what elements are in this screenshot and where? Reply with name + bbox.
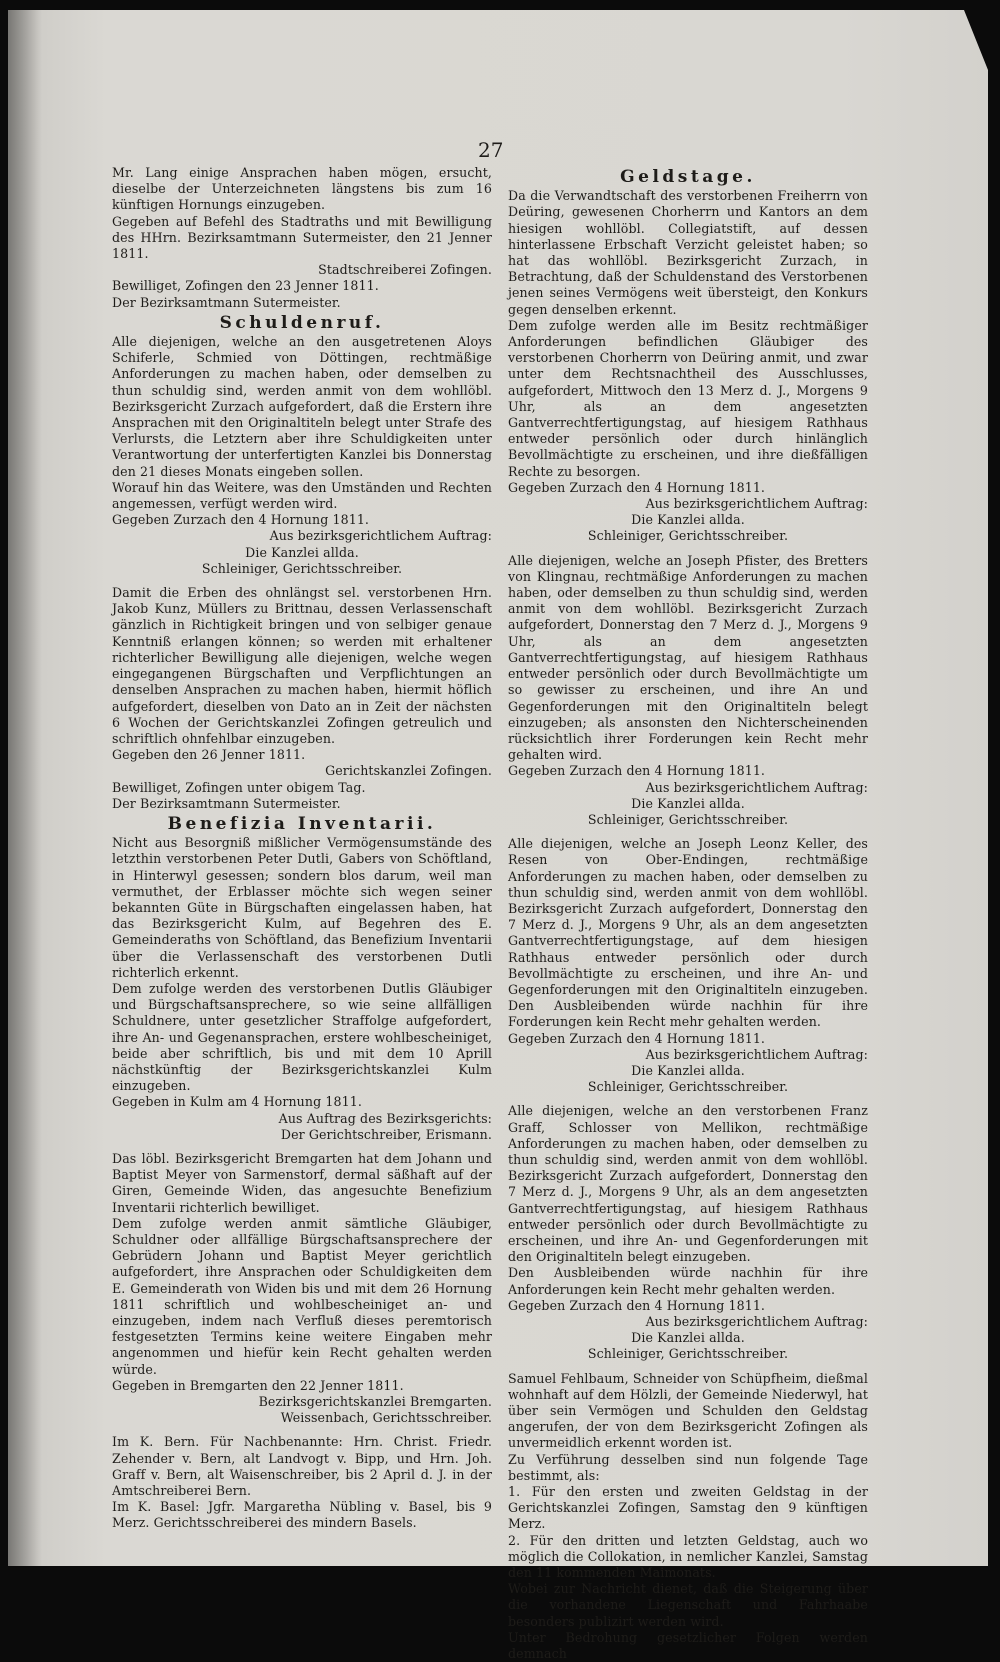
- notice-paragraph: Zu Verführung desselben sind nun folgende Tage bestimmt, als:: [508, 1451, 868, 1483]
- notice-approval: Der Bezirksamtmann Sutermeister.: [112, 294, 341, 310]
- notice-signature: Aus bezirksgerichtlichem Auftrag:: [269, 528, 492, 544]
- notice-signature: Stadtschreiberei Zofingen.: [318, 262, 492, 278]
- notice-date: Gegeben in Bremgarten den 22 Jenner 1811.: [112, 1377, 404, 1393]
- notice-paragraph: Dem zufolge werden des verstorbenen Dutlis Gläubiger und Bürgschaftsansprechere, so wie seine allfälligen Schuldnere, unter gesetzlicher Straffolge aufgefordert, ihre An- und Gegenansprachen, erstere wohlbescheiniget, beide aber schriftlich, bis und mit dem 10 Aprill nächstkünftig der Bezirksgerichtskanzlei Kulm einzugeben.: [112, 980, 492, 1094]
- notice-signature: Schleiniger, Gerichtsschreiber.: [587, 1079, 789, 1095]
- right-column: [508, 165, 868, 1662]
- notice-signature: Bezirksgerichtskanzlei Bremgarten.: [258, 1394, 492, 1410]
- notice-date: Gegeben Zurzach den 4 Hornung 1811.: [508, 1030, 766, 1046]
- notice-signature: Aus bezirksgerichtlichem Auftrag:: [645, 1314, 868, 1330]
- notice-signature: Aus bezirksgerichtlichem Auftrag:: [645, 1046, 868, 1062]
- list-item: 2. Für den dritten und letzten Geldstag, auch wo möglich die Collokation, in nemlicher Kanzlei, Samstag den 11 kommenden Maimonats.: [508, 1532, 868, 1581]
- notice-approval: Bewilliget, Zofingen unter obigem Tag.: [112, 779, 366, 795]
- notice-signature: Die Kanzlei allda.: [631, 1062, 745, 1078]
- notice-paragraph: Gegeben auf Befehl des Stadtraths und mit Bewilligung des HHrn. Bezirksamtmann Sutermeister, den 21 Jenner 1811.: [112, 213, 492, 262]
- notice-paragraph: Alle diejenigen, welche an den verstorbenen Franz Graff, Schlosser von Mellikon, rechtmäßige Anforderungen zu machen haben, oder demselben zu thun schuldig sind, werden anmit von dem wohllöbl. Bezirksgericht Zurzach aufgefordert, Donnerstag den 7 Merz d. J., Morgens 9 Uhr, als an dem angesetzten Gantverrechtfertigungstag, auf hiesigem Rathhaus entweder persönlich oder durch Bevollmächtigte zu erscheinen, und ihre An- und Gegenforderungen mit den Originaltiteln belegt einzugeben.: [508, 1103, 868, 1265]
- list-item: 1. Für den ersten und zweiten Geldstag in der Gerichtskanzlei Zofingen, Samstag den 9 künftigen Merz.: [508, 1484, 868, 1532]
- notice-signature: Der Gerichtschreiber, Erismann.: [280, 1126, 492, 1142]
- notice-paragraph: Dem zufolge werden alle im Besitz rechtmäßiger Anforderungen befindlichen Gläubiger des verstorbenen Chorherrn von Deüring anmit, und zwar unter dem Rechtsnachtheil des Ausschlusses, aufgefordert, Mittwoch den 13 Merz d. J., Morgens 9 Uhr, als an dem angesetzten Gantverrechtfertigungstag, auf hiesigem Rathhaus entweder persönlich oder durch hinlänglich Bevollmächtigte zu erscheinen, und ihre dießfälligen Rechte zu besorgen.: [508, 317, 868, 479]
- notice-paragraph: Den Ausbleibenden würde nachhin für ihre Anforderungen kein Recht mehr gehalten werden.: [508, 1265, 868, 1297]
- notice-signature: Die Kanzlei allda.: [245, 544, 359, 560]
- notice-paragraph: Samuel Fehlbaum, Schneider von Schüpfheim, dießmal wohnhaft auf dem Hölzli, der Gemeinde Niederwyl, hat über sein Vermögen und Schulden den Geldstag angerufen, der von dem Bezirksgericht Zofingen als unvermeidlich erkennt worden ist.: [508, 1370, 868, 1451]
- section-heading-geldstage: Geldstage.: [620, 167, 756, 187]
- notice-signature: Aus Auftrag des Bezirksgerichts:: [278, 1110, 492, 1126]
- notice-signature: Schleiniger, Gerichtsschreiber.: [587, 811, 789, 827]
- notice-signature: Aus bezirksgerichtlichem Auftrag:: [645, 779, 868, 795]
- notice-paragraph: Alle diejenigen, welche an den ausgetretenen Aloys Schiferle, Schmied von Döttingen, rechtmäßige Anforderungen zu machen haben, oder demselben zu thun schuldig sind, werden anmit von dem wohllöbl. Bezirksgericht Zurzach aufgefordert, daß die Erstern ihre Ansprachen mit den Originaltiteln belegt unter Strafe des Verlursts, die Letztern aber ihre Schuldigkeiten unter Verantwortung der unterfertigten Kanzlei bis Donnerstag den 21 dieses Monats eingeben sollen.: [112, 334, 492, 479]
- schedule-list: [508, 1484, 868, 1581]
- notice-signature: Gerichtskanzlei Zofingen.: [325, 763, 492, 779]
- page-corner: [964, 10, 988, 70]
- notice-date: Gegeben in Kulm am 4 Hornung 1811.: [112, 1094, 362, 1110]
- newspaper-page: [8, 10, 988, 1662]
- notice-paragraph: Damit die Erben des ohnlängst sel. verstorbenen Hrn. Jakob Kunz, Müllers zu Brittnau, dessen Verlassenschaft gänzlich in Richtigkeit bringen und von selbiger genaue Kenntniß erlangen können; so werden mit erhaltener richterlicher Bewilligung alle diejenigen, welche wegen eingegangenen Bürgschaften und Verpflichtungen an denselben Ansprachen zu machen haben, hiermit höflich aufgefordert, dieselben von Dato an in Zeit der nächsten 6 Wochen der Gerichtskanzlei Zofingen getreulich und schriftlich ohnfehlbar einzugeben.: [112, 585, 492, 746]
- notice-approval: Bewilliget, Zofingen den 23 Jenner 1811.: [112, 278, 379, 294]
- binding-shadow: [8, 10, 42, 1566]
- notice-paragraph: Dem zufolge werden anmit sämtliche Gläubiger, Schuldner oder allfällige Bürgschaftsansprechere der Gebrüdern Johann und Baptist Meyer gerichtlich aufgefordert, ihre Ansprachen oder Schuldigkeiten dem E. Gemeinderath von Widen bis und mit dem 26 Hornung 1811 schriftlich und wohlbescheiniget an- und einzugeben, indem nach Verfluß dieses peremtorisch festgesetzten Termins keine weitere Eingaben mehr angenommen und hiefür kein Recht gehalten werden würde.: [112, 1215, 492, 1377]
- notice-signature: Schleiniger, Gerichtsschreiber.: [587, 528, 789, 544]
- left-column: [112, 165, 492, 1532]
- notice-approval: Der Bezirksamtmann Sutermeister.: [112, 795, 341, 811]
- notice-signature: Die Kanzlei allda.: [631, 1330, 745, 1346]
- notice-paragraph: Im K. Basel: Jgfr. Margaretha Nübling v. Basel, bis 9 Merz. Gerichtsschreiberei des mindern Basels.: [112, 1499, 492, 1531]
- notice-signature: Die Kanzlei allda.: [631, 512, 745, 528]
- section-heading-schuldenruf: Schuldenruf.: [219, 312, 385, 333]
- notice-paragraph: Im K. Bern. Für Nachbenannte: Hrn. Christ. Friedr. Zehender v. Bern, alt Landvogt v. Bipp, und Hrn. Joh. Graff v. Bern, alt Waisenschreiber, bis 2 April d. J. in der Amtschreiberei Bern.: [112, 1434, 492, 1499]
- notice-signature: Weissenbach, Gerichtsschreiber.: [280, 1410, 492, 1426]
- notice-paragraph: Da die Verwandtschaft des verstorbenen Freiherrn von Deüring, gewesenen Chorherrn und Kantors an dem hiesigen wohllöbl. Collegiatstift, auf dessen hinterlassene Erbschaft Verzicht geleistet haben; so hat das wohllöbl. Bezirksgericht Zurzach, in Betrachtung, daß der Schuldenstand des Verstorbenen jenen seines Vermögens weit übersteigt, den Konkurs gegen denselben erkennt.: [508, 188, 868, 317]
- notice-paragraph: Wobei zur Nachricht dienet, daß die Steigerung über die vorhandene Liegenschaft und Fahrhaabe besonders publizirt werden wird.: [508, 1581, 868, 1629]
- notice-date: Gegeben den 26 Jenner 1811.: [112, 747, 306, 763]
- notice-paragraph: Alle diejenigen, welche an Joseph Leonz Keller, des Resen von Ober-Endingen, rechtmäßige Anforderungen zu machen haben, oder demselben zu thun schuldig sind, werden anmit von dem wohllöbl. Bezirksgericht Zurzach aufgefordert, Donnerstag den 7 Merz d. J., Morgens 9 Uhr, als an dem angesetzten Gantverrechtfertigungstage, auf dem hiesigen Rathhaus entweder persönlich oder durch Bevollmächtigte zu erscheinen, und ihre An- und Gegenforderungen mit den Originaltiteln einzugeben. Den Ausbleibenden würde nachhin für ihre Forderungen kein Recht mehr gehalten werden.: [508, 836, 868, 1030]
- notice-paragraph: Alle diejenigen, welche an Joseph Pfister, des Bretters von Klingnau, rechtmäßige Anforderungen zu machen haben, oder demselben zu thun schuldig sind, werden anmit von dem wohllöbl. Bezirksgericht Zurzach aufgefordert, Donnerstag den 7 Merz d. J., Morgens 9 Uhr, als an dem angesetzten Gantverrechtfertigungstag, auf hiesigem Rathhaus entweder persönlich oder durch Bevollmächtigte um so gewisser zu erscheinen, und ihre An und Gegenforderungen mit den Originaltiteln belegt einzugeben; als ansonsten den Nichterscheinenden rücksichtlich ihrer Forderungen kein Recht mehr gehalten wird.: [508, 552, 868, 763]
- notice-paragraph: Mr. Lang einige Ansprachen haben mögen, ersucht, dieselbe der Unterzeichneten längstens bis zum 16 künftigen Hornungs einzugeben.: [112, 165, 492, 213]
- notice-date: Gegeben Zurzach den 4 Hornung 1811.: [508, 479, 766, 495]
- page-number: 27: [478, 138, 504, 162]
- notice-paragraph: Worauf hin das Weitere, was den Umständen und Rechten angemessen, verfügt werden wird.: [112, 479, 492, 512]
- notice-paragraph: Unter Bedrohung gesetzlicher Folgen werden demnach: [508, 1629, 868, 1662]
- notice-paragraph: Nicht aus Besorgniß mißlicher Vermögensumstände des letzthin verstorbenen Peter Dutli, Gabers von Schöftland, in Hinterwyl gesessen; sondern blos darum, weil man vermuthet, der Erblasser möchte sich wegen seiner bekannten Güte in Bürgschaften eingelassen haben, hat das Bezirksgericht Kulm, auf Begehren des E. Gemeinderaths von Schöftland, das Benefizium Inventarii über die Verlassenschaft des verstorbenen Dutli richterlich erkennt.: [112, 835, 492, 980]
- notice-date: Gegeben Zurzach den 4 Hornung 1811.: [112, 512, 370, 528]
- section-heading-benefizia: Benefizia Inventarii.: [167, 813, 437, 834]
- notice-paragraph: Das löbl. Bezirksgericht Bremgarten hat dem Johann und Baptist Meyer von Sarmenstorf, dermal säßhaft auf der Giren, Gemeinde Widen, das angesuchte Benefizium Inventarii richterlich bewilliget.: [112, 1150, 492, 1215]
- notice-date: Gegeben Zurzach den 4 Hornung 1811.: [508, 763, 766, 779]
- notice-signature: Die Kanzlei allda.: [631, 795, 745, 811]
- notice-date: Gegeben Zurzach den 4 Hornung 1811.: [508, 1297, 766, 1313]
- notice-signature: Schleiniger, Gerichtsschreiber.: [587, 1346, 789, 1362]
- notice-signature: Schleiniger, Gerichtsschreiber.: [201, 560, 403, 576]
- notice-signature: Aus bezirksgerichtlichem Auftrag:: [645, 496, 868, 512]
